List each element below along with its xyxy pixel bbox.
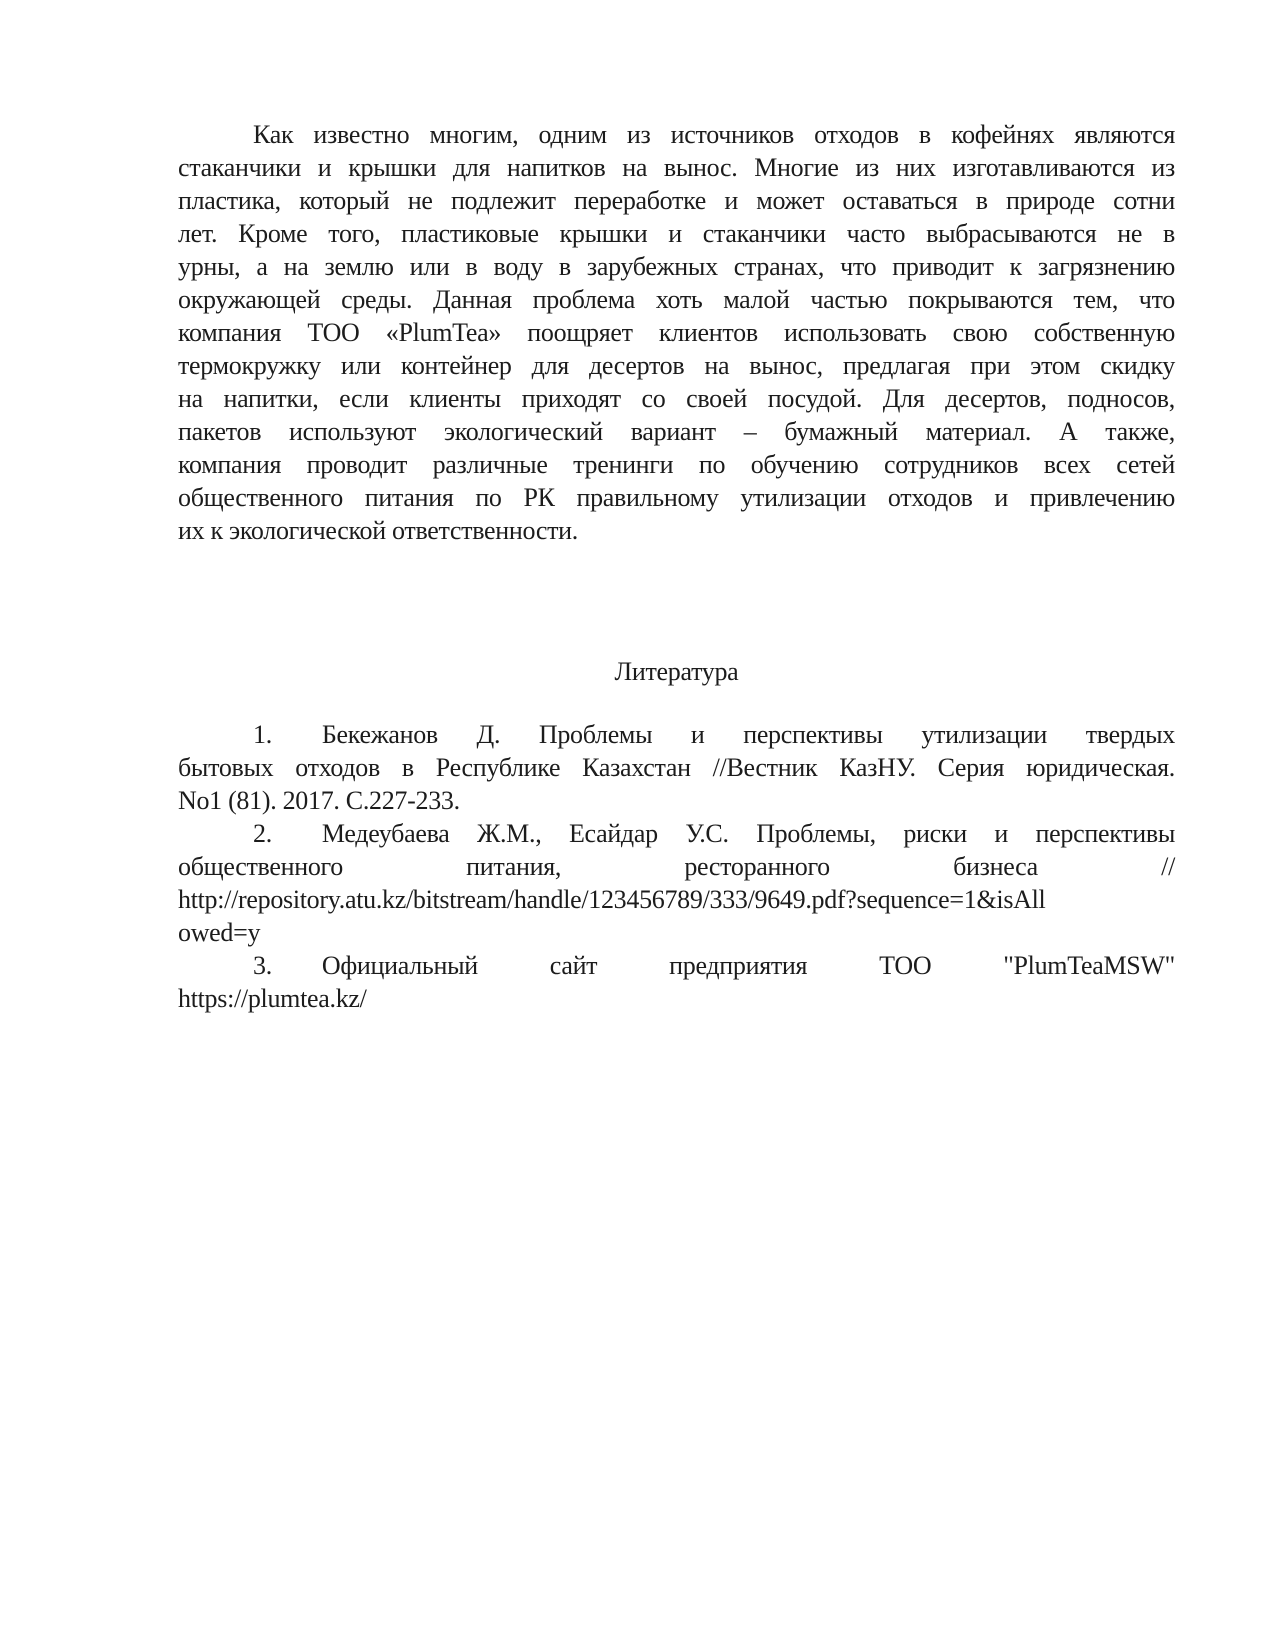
- paragraph-line: Как известно многим, одним из источников отходов в кофейнях являются: [253, 120, 1175, 149]
- reference-number: 3.: [253, 951, 272, 980]
- literature-heading: Литература: [614, 657, 739, 686]
- reference-number: 2.: [253, 819, 272, 848]
- reference-first-line: [178, 949, 1175, 982]
- reference-last-line: owed=y: [178, 918, 261, 947]
- reference-first-line: [178, 817, 1175, 850]
- paragraph-line: окружающей среды. Данная проблема хоть малой частью покрываются тем, что: [178, 285, 1175, 314]
- paragraph-line: термокружку или контейнер для десертов на вынос, предлагая при этом скидку: [178, 351, 1175, 380]
- paragraph-line: на напитки, если клиенты приходят со своей посудой. Для десертов, подносов,: [178, 384, 1175, 413]
- reference-first-line-text: Медеубаева Ж.М., Есайдар У.С. Проблемы, риски и перспективы: [321, 819, 1175, 848]
- body-paragraph: [178, 118, 1175, 547]
- reference-last-line: No1 (81). 2017. С.227-233.: [178, 786, 460, 815]
- tab-indent: [272, 742, 322, 743]
- reference-item: [178, 817, 1175, 949]
- paragraph-line: пакетов используют экологический вариант – бумажный материал. А также,: [178, 417, 1175, 446]
- reference-item: [178, 718, 1175, 817]
- reference-number: 1.: [253, 720, 272, 749]
- reference-line: бытовых отходов в Республике Казахстан //Вестник КазНУ. Серия юридическая.: [178, 753, 1175, 782]
- reference-line: общественного питания, ресторанного бизнеса //: [178, 852, 1175, 881]
- reference-first-line-text: Бекежанов Д. Проблемы и перспективы утилизации твердых: [321, 720, 1175, 749]
- text-block: [178, 118, 1175, 1015]
- reference-first-line-text: Официальный сайт предприятия ТОО "PlumTeaMSW": [321, 951, 1175, 980]
- paragraph-line: компания проводит различные тренинги по обучению сотрудников всех сетей: [178, 450, 1175, 479]
- tab-indent: [272, 841, 322, 842]
- paragraph-line: стаканчики и крышки для напитков на вынос. Многие из них изготавливаются из: [178, 153, 1175, 182]
- paragraph-line: компания ТОО «PlumTea» поощряет клиентов использовать свою собственную: [178, 318, 1175, 347]
- paragraph-line: пластика, который не подлежит переработке и может оставаться в природе сотни: [178, 186, 1175, 215]
- paragraph-line: общественного питания по РК правильному утилизации отходов и привлечению: [178, 483, 1175, 512]
- paragraph-last-line: их к экологической ответственности.: [178, 516, 578, 545]
- reference-url-line: http://repository.atu.kz/bitstream/handle/123456789/333/9649.pdf?sequence=1&isAll: [178, 885, 1046, 914]
- tab-indent: [272, 973, 322, 974]
- reference-url-line: https://plumtea.kz/: [178, 984, 367, 1013]
- reference-first-line: [178, 718, 1175, 751]
- reference-item: [178, 949, 1175, 1015]
- paragraph-line: лет. Кроме того, пластиковые крышки и стаканчики часто выбрасываются не в: [178, 219, 1175, 248]
- paragraph-line: урны, а на землю или в воду в зарубежных странах, что приводит к загрязнению: [178, 252, 1175, 281]
- references-list: [178, 718, 1175, 1015]
